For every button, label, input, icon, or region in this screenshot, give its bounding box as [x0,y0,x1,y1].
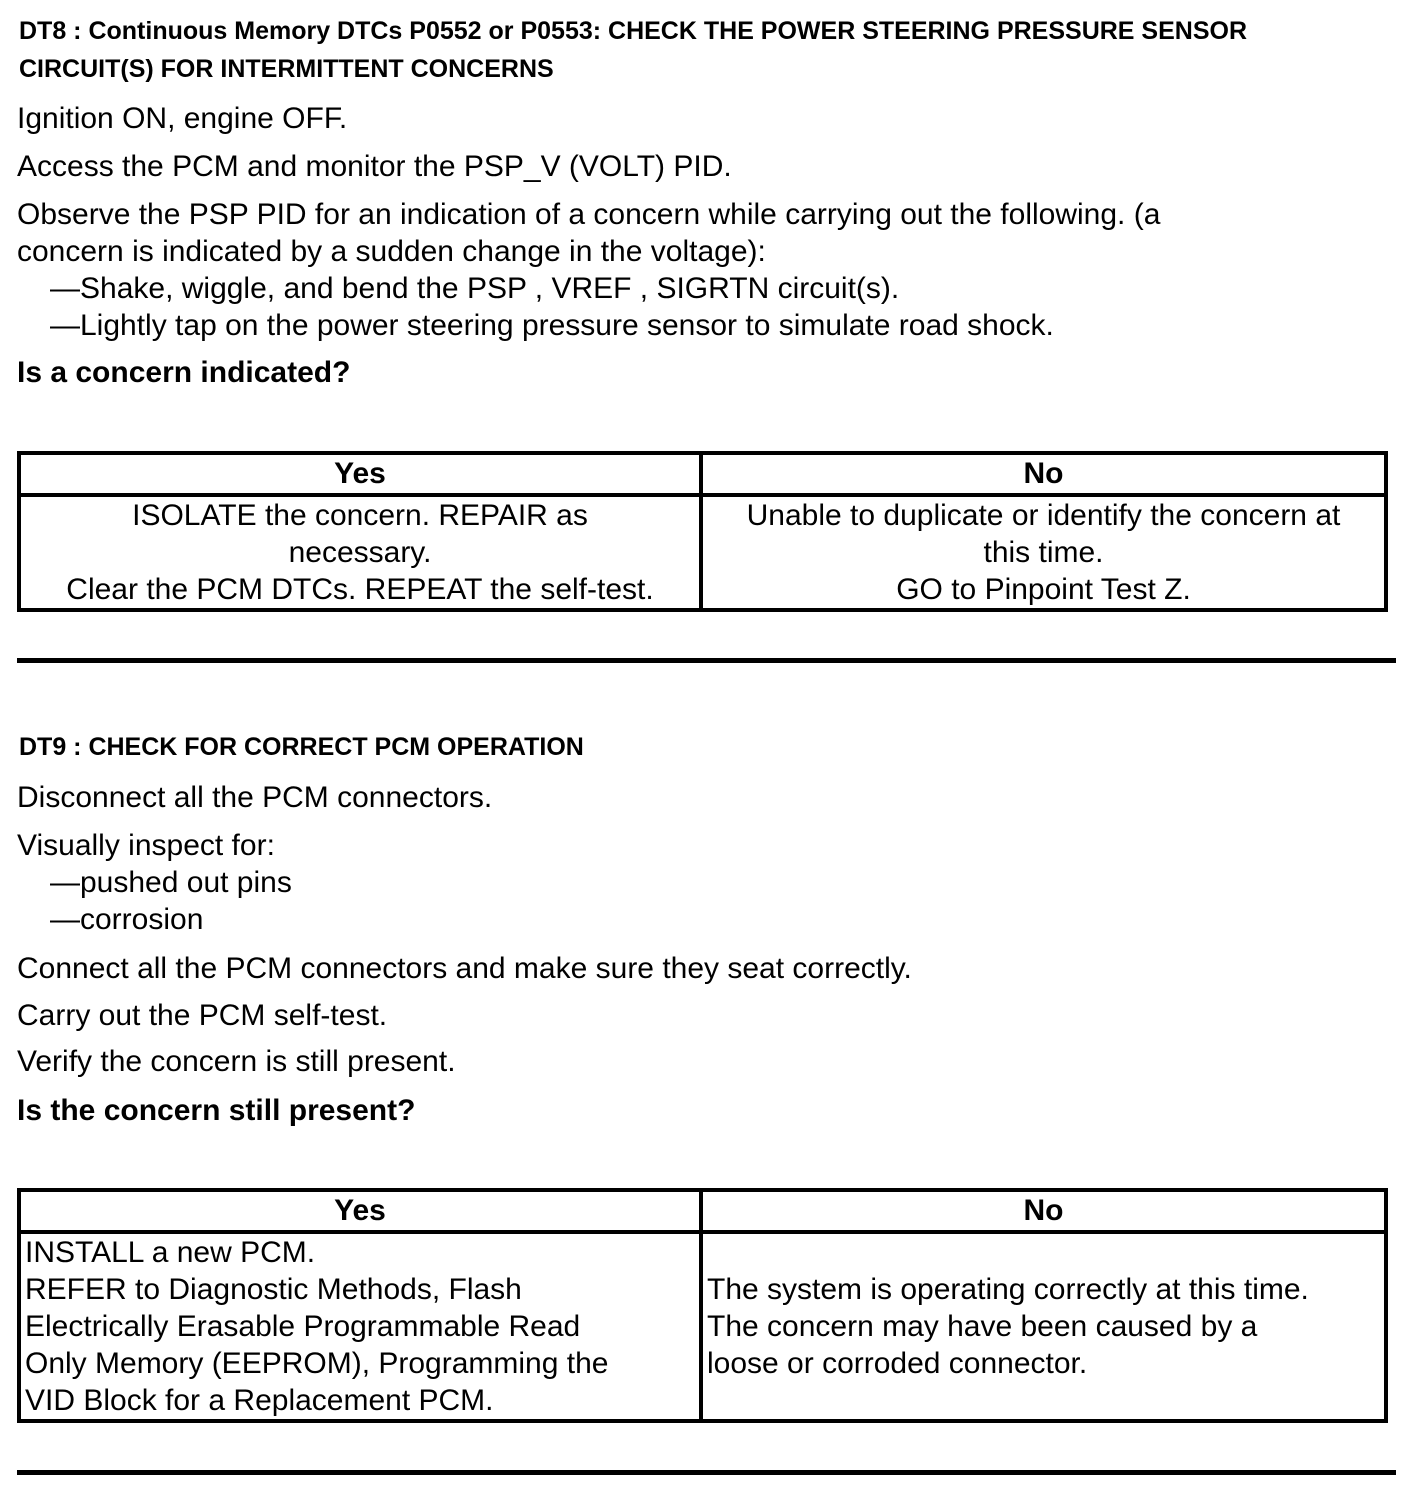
dt8-step-3 [17,196,1387,270]
dt8-no-line-2: this time. [983,536,1104,569]
dt8-yes-line-2: necessary. [288,536,432,569]
dt8-step-3-line-1: Observe the PSP PID for an indication of a concern while carrying out the following. (a [17,198,1161,231]
dt8-yes-cell [19,495,701,610]
dt9-yes-line-5: VID Block for a Replacement PCM. [25,1384,494,1417]
dt9-table-header-row [19,1190,1386,1232]
dt9-step-3: Connect all the PCM connectors and make sure they seat correctly. [17,952,912,985]
dt9-step-2: Visually inspect for: [17,829,275,862]
dt9-no-line-3: loose or corroded connector. [707,1347,1088,1380]
dt8-no-cell [701,495,1386,610]
dt9-step-4: Carry out the PCM self-test. [17,999,388,1032]
dt9-step-5: Verify the concern is still present. [17,1045,456,1078]
dt9-yes-header: Yes [19,1190,701,1232]
dt9-question: Is the concern still present? [17,1094,416,1127]
dt9-bullet-2: —corrosion [50,903,204,936]
dt8-heading-line-2: CIRCUIT(S) FOR INTERMITTENT CONCERNS [19,55,554,83]
dt8-result-table [17,451,1388,612]
dt8-yes-header: Yes [19,453,701,495]
dt9-bullet-1: —pushed out pins [50,866,292,899]
dt9-result-table [17,1188,1388,1423]
dt9-no-line-1: The system is operating correctly at this time. [707,1273,1309,1306]
dt8-question: Is a concern indicated? [17,356,351,389]
dt8-no-header: No [701,453,1386,495]
dt8-step-1: Ignition ON, engine OFF. [17,102,348,135]
dt8-step-3-line-2: concern is indicated by a sudden change in the voltage): [17,235,766,268]
dt9-yes-line-1: INSTALL a new PCM. [25,1236,316,1269]
dt9-yes-line-3: Electrically Erasable Programmable Read [25,1310,581,1343]
dt8-bullet-2: —Lightly tap on the power steering pressure sensor to simulate road shock. [50,309,1054,342]
dt8-step-2: Access the PCM and monitor the PSP_V (VOLT) PID. [17,150,732,183]
dt8-bullet-1: —Shake, wiggle, and bend the PSP , VREF , SIGRTN circuit(s). [50,272,900,305]
dt9-no-line-2: The concern may have been caused by a [707,1310,1258,1343]
dt8-table-body-row [19,495,1386,610]
dt8-table-header-row [19,453,1386,495]
dt9-yes-line-2: REFER to Diagnostic Methods, Flash [25,1273,522,1306]
dt9-no-cell [701,1232,1386,1421]
dt9-yes-cell [19,1232,701,1421]
dt9-table-body-row [19,1232,1386,1421]
dt8-heading-line-1: DT8 : Continuous Memory DTCs P0552 or P0553: CHECK THE POWER STEERING PRESSURE SENSOR [19,17,1248,45]
dt9-section-divider [17,1470,1396,1475]
dt9-heading: DT9 : CHECK FOR CORRECT PCM OPERATION [19,733,584,761]
dt8-no-line-1: Unable to duplicate or identify the concern at [746,499,1341,532]
dt8-yes-line-3: Clear the PCM DTCs. REPEAT the self-test. [66,573,654,606]
dt8-yes-line-1: ISOLATE the concern. REPAIR as [132,499,588,532]
dt8-no-line-3: GO to Pinpoint Test Z. [896,573,1191,606]
dt8-heading [19,12,1389,88]
dt9-no-header: No [701,1190,1386,1232]
dt9-yes-line-4: Only Memory (EEPROM), Programming the [25,1347,609,1380]
dt8-section-divider [17,658,1396,663]
dt9-step-1: Disconnect all the PCM connectors. [17,781,493,814]
